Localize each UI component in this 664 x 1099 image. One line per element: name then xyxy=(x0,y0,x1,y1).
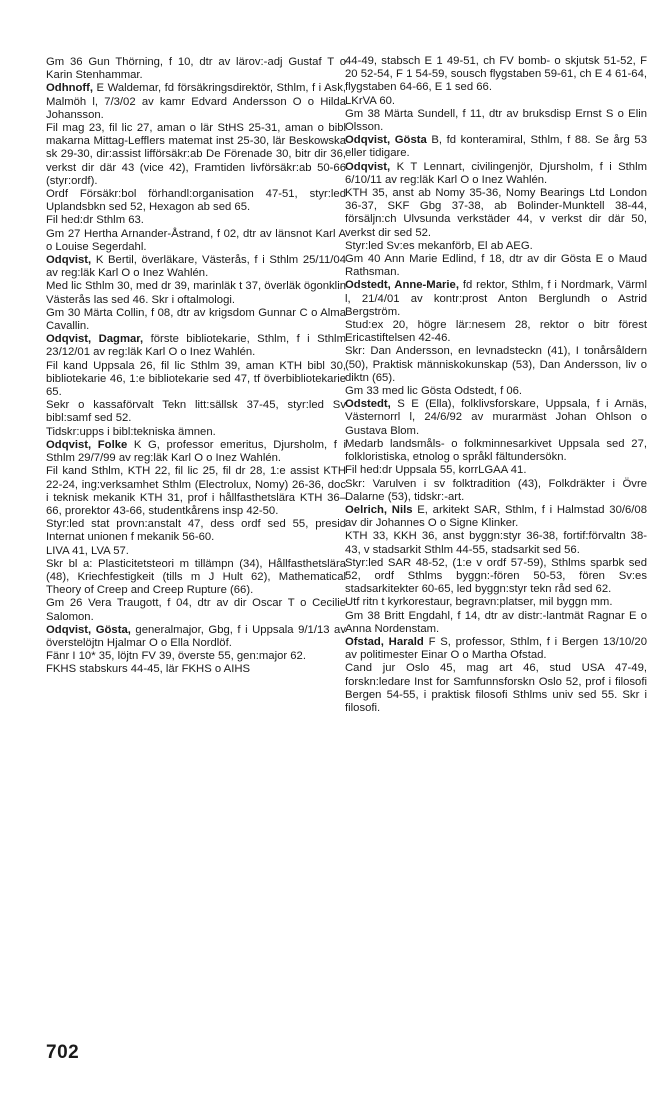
entry-paragraph xyxy=(46,545,346,558)
entry-name: Odqvist, xyxy=(345,160,391,173)
biography-entry xyxy=(345,55,647,134)
biography-entry xyxy=(345,161,647,280)
entry-paragraph xyxy=(46,56,346,82)
entry-text: Gm 33 med lic Gösta Odstedt, f 06. xyxy=(345,385,523,398)
biography-entry xyxy=(345,636,647,715)
entry-paragraph xyxy=(46,214,346,227)
entry-paragraph xyxy=(345,161,647,187)
biography-entry xyxy=(46,82,346,254)
entry-paragraph xyxy=(46,360,346,400)
entry-paragraph xyxy=(345,662,647,715)
entry-text: Skr: Dan Andersson, en levnadsteckn (41), I tonårsåldern (50), Praktisk människokunskap (53), Dan Andersson, liv o diktn (65). xyxy=(345,345,647,384)
entry-text: fd rektor, Sthlm, f i Nordmark, Värml l, 21/4/01 av kontr:prost Anton Berglundh o Astrid Bergström. xyxy=(345,279,647,318)
entry-text: förste bibliotekarie, Sthlm, f i Sthlm 23/12/01 av reg:läk Karl O o Inez Wahlén. xyxy=(46,333,346,359)
entry-name: Odqvist, Gösta, xyxy=(46,623,131,636)
entry-paragraph xyxy=(46,518,346,544)
entry-paragraph xyxy=(345,557,647,597)
entry-text: FKHS stabskurs 44-45, lär FKHS o AIHS xyxy=(46,663,251,676)
entry-paragraph xyxy=(46,465,346,518)
entry-paragraph xyxy=(345,398,647,438)
entry-paragraph xyxy=(345,464,647,477)
entry-name: Odqvist, Dagmar, xyxy=(46,333,144,346)
entry-text: Stud:ex 20, högre lär:nesem 28, rektor o bitr förest Ericastiftelsen 42-46. xyxy=(345,319,647,345)
entry-text: Gm 38 Märta Sundell, f 11, dtr av bruksdisp Ernst S o Elin Olsson. xyxy=(345,107,647,134)
entry-text: Ordf Försäkr:bol förhandl:organisation 47-51, styr:led Uplandsbkn sed 52, Hexagon ab sed 65. xyxy=(46,188,346,214)
entry-paragraph xyxy=(345,319,647,345)
entry-text: Skr: Varulven i sv folktradition (43), Folkdräkter i Övre Dalarne (53), tidskr:-art. xyxy=(345,477,647,503)
entry-paragraph xyxy=(46,624,346,650)
entry-name: Odstedt, Anne-Marie, xyxy=(345,279,459,292)
left-column xyxy=(46,56,346,677)
entry-paragraph xyxy=(345,108,647,134)
entry-paragraph xyxy=(345,385,647,398)
entry-text: Fil hed:dr Sthlm 63. xyxy=(46,214,144,227)
entry-name: Odqvist, Folke xyxy=(46,438,128,451)
biography-entry xyxy=(345,504,647,636)
entry-text: KTH 35, anst ab Nomy 35-36, Nomy Bearings Ltd London 36-37, SKF Gbg 37-38, ab Bolinder-Munktell 38-44, försäljn:ch Ulvsunda verkstäder 44, v verkst dir där 50, verkst dir sed 52. xyxy=(345,187,647,239)
entry-paragraph xyxy=(345,55,647,95)
entry-paragraph xyxy=(345,596,647,609)
entry-text: Gm 40 Ann Marie Edlind, f 18, dtr av dir Gösta E o Maud Rathsman. xyxy=(345,253,647,279)
entry-paragraph xyxy=(345,610,647,636)
entry-paragraph xyxy=(46,439,346,465)
biography-entry xyxy=(46,254,346,333)
biography-entry xyxy=(46,439,346,624)
entry-text: Fil kand Uppsala 26, fil lic Sthlm 39, aman KTH bibl 30, bibliotekarie 46, 1:e bibliotekarie sed 47, tf överbibliotekarie 65. xyxy=(46,359,346,399)
entry-paragraph xyxy=(46,426,346,439)
biography-entry xyxy=(345,398,647,504)
entry-text: LIVA 41, LVA 57. xyxy=(46,544,129,557)
entry-paragraph xyxy=(345,134,647,160)
entry-paragraph xyxy=(46,650,346,663)
entry-text: Gm 27 Hertha Arnander-Åstrand, f 02, dtr av länsnot Karl A o Louise Segerdahl. xyxy=(46,227,346,253)
entry-text: K T Lennart, civilingenjör, Djursholm, f i Sthlm 6/10/11 av reg:läk Karl O o Inez Wahlén. xyxy=(345,160,647,186)
entry-text: B, fd konteramiral, Sthlm, f 88. Se årg 53 eller tidigare. xyxy=(345,134,647,160)
entry-text: Utf ritn t kyrkorestaur, begravn:platser, mil byggn mm. xyxy=(345,596,613,609)
entry-paragraph xyxy=(46,558,346,598)
entry-paragraph xyxy=(345,253,647,279)
entry-text: Fil hed:dr Uppsala 55, korrLGAA 41. xyxy=(345,464,527,477)
entry-name: Odqvist, Gösta xyxy=(345,134,427,147)
entry-text: Sekr o kassaförvalt Tekn litt:sällsk 37-45, styr:led Sv bibl:samf sed 52. xyxy=(46,399,346,425)
entry-paragraph xyxy=(46,280,346,306)
entry-paragraph xyxy=(345,504,647,530)
entry-text: Styr:led stat provn:anstalt 47, dess ordf sed 55, presid Internat unionen f mekanik 56-60. xyxy=(46,518,346,544)
entry-paragraph xyxy=(46,307,346,333)
entry-paragraph xyxy=(345,438,647,464)
entry-name: Odstedt, xyxy=(345,398,391,411)
entry-paragraph xyxy=(46,663,346,676)
entry-paragraph xyxy=(46,188,346,214)
entry-paragraph xyxy=(345,478,647,504)
entry-text: E Waldemar, fd försäkringsdirektör, Sthlm, f i Ask, Malmöh l, 7/3/02 av kamr Edvard Andersson O o Hilda Johansson. xyxy=(46,82,346,121)
entry-name: Odhnoff, xyxy=(46,82,94,95)
entry-text: S E (Ella), folklivsforskare, Uppsala, f i Arnäs, Västernorrl l, 24/6/92 av murarmäst Johan Ohlson o Gustava Blom. xyxy=(345,398,647,437)
entry-paragraph xyxy=(46,122,346,188)
entry-text: Cand jur Oslo 45, mag art 46, stud USA 47-49, forskn:ledare Inst for Samfunnsforskn Oslo 52, prof i filosofi Bergen 54-55, i praktisk filosofi Sthlms univ sed 55. Skr i filosofi. xyxy=(345,662,647,714)
biography-entry xyxy=(46,624,346,677)
page-number: 702 xyxy=(46,1042,80,1063)
entry-text: Gm 36 Gun Thörning, f 10, dtr av lärov:-adj Gustaf T o Karin Stenhammar. xyxy=(46,56,346,82)
entry-paragraph xyxy=(345,95,647,108)
entry-name: Oelrich, Nils xyxy=(345,503,413,516)
entry-paragraph xyxy=(345,345,647,385)
entry-paragraph xyxy=(345,279,647,319)
entry-text: K Bertil, överläkare, Västerås, f i Sthlm 25/11/04 av reg:läk Karl O o Inez Wahlén. xyxy=(46,254,346,280)
biography-entry xyxy=(345,279,647,398)
entry-text: K G, professor emeritus, Djursholm, f i Sthlm 29/7/99 av reg:läk Karl O o Inez Wahlén. xyxy=(46,438,346,465)
entry-paragraph xyxy=(46,399,346,425)
entry-paragraph xyxy=(46,254,346,280)
entry-paragraph xyxy=(46,597,346,623)
entry-text: Gm 38 Britt Engdahl, f 14, dtr av distr:-lantmät Ragnar E o Anna Nordenstam. xyxy=(345,609,647,635)
entry-paragraph xyxy=(46,333,346,359)
entry-text: Fänr I 10* 35, löjtn FV 39, överste 55, gen:major 62. xyxy=(46,650,306,663)
entry-paragraph xyxy=(345,636,647,662)
entry-text: Skr bl a: Plasticitetsteori m tillämpn (34), Hållfasthetslära (48), Kriechfestigkeit (tills m J Hult 62), Mathematical Theory of Creep and Creep Rupture (66). xyxy=(46,557,346,597)
entry-paragraph xyxy=(46,228,346,254)
entry-paragraph xyxy=(345,530,647,556)
entry-text: Med lic Sthlm 30, med dr 39, marinläk t 37, överläk ögonklin Västerås las sed 46. Skr i oftalmologi. xyxy=(46,280,346,306)
biography-entry xyxy=(46,333,346,439)
entry-text: 44-49, stabsch E 1 49-51, ch FV bomb- o skjutsk 51-52, F 20 52-54, F 1 54-59, sousch flygstaben 59-61, ch E 4 61-64, flygstaben 64-66, E 1 sed 66. xyxy=(345,55,647,94)
entry-text: Gm 30 Märta Collin, f 08, dtr av krigsdom Gunnar C o Alma Cavallin. xyxy=(46,306,346,333)
entry-text: generalmajor, Gbg, f i Uppsala 9/1/13 av överstelöjtn Hjalmar O o Ella Nordlöf. xyxy=(46,623,346,649)
entry-name: Ofstad, Harald xyxy=(345,635,424,648)
entry-paragraph xyxy=(345,240,647,253)
entry-text: Fil kand Sthlm, KTH 22, fil lic 25, fil dr 28, 1:e assist KTH 22-24, ing:verksamhet Sthlm (Electrolux, Nomy) 26-36, doc i teknisk mekanik KTH 31, prof i hållfasthetslära KTH 36–66, prorektor 43-66, studentkårens insp 42-50. xyxy=(46,465,346,517)
entry-text: Styr:led SAR 48-52, (1:e v ordf 57-59), Sthlms sparbk sed 52, ordf Sthlms byggn:-fören 50-53, fören Sv:es stadsarkitekter 60-65, led byggn:styr tekn råd sed 62. xyxy=(345,556,647,596)
entry-text: Styr:led Sv:es mekanförb, El ab AEG. xyxy=(345,239,533,252)
entry-text: F S, professor, Sthlm, f i Bergen 13/10/20 av politimester Einar O o Martha Ofstad. xyxy=(345,635,648,662)
entry-text: KTH 33, KKH 36, anst byggn:styr 36-38, fortif:förvaltn 38-43, v stadsarkit Sthlm 44-55, stadsarkit sed 56. xyxy=(345,530,647,556)
entry-name: Odqvist, xyxy=(46,254,92,267)
entry-paragraph xyxy=(345,187,647,240)
entry-text: Fil mag 23, fil lic 27, aman o lär StHS 25-31, aman o bibl makarna Mittag-Lefflers matemat inst 25-30, lär Beskowska sk 29-30, dir:assist lifförsäkr:ab De Förenade 30, bitr dir 36, verkst dir där 43 (vice 42), Framtiden livförsäkr:ab 50-66 (styr:ordf). xyxy=(46,122,346,187)
entry-text: Gm 26 Vera Traugott, f 04, dtr av dir Oscar T o Cecilie Salomon. xyxy=(46,597,346,623)
biography-entry xyxy=(46,56,346,82)
entry-text: LKrVA 60. xyxy=(345,94,396,107)
entry-paragraph xyxy=(46,82,346,122)
entry-text: Tidskr:upps i bibl:tekniska ämnen. xyxy=(46,425,216,438)
right-column xyxy=(345,55,647,715)
entry-text: E, arkitekt SAR, Sthlm, f i Halmstad 30/6/08 av dir Johannes O o Signe Klinker. xyxy=(345,503,647,530)
entry-text: Medarb landsmåls- o folkminnesarkivet Uppsala sed 27, folkloristiska, etnolog o språkl fältundersökn. xyxy=(345,437,647,464)
biography-entry xyxy=(345,134,647,160)
